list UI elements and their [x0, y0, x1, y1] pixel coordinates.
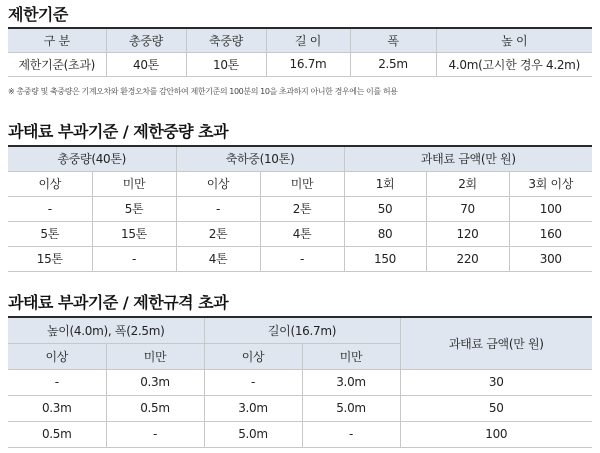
table-cell: 4.0m(고시한 경우 4.2m) — [436, 52, 592, 76]
table-header-row — [8, 28, 592, 52]
table-cell: - — [8, 196, 92, 221]
header-axle-load: 축하중(10톤) — [176, 146, 344, 171]
table-cell: 2톤 — [260, 196, 344, 221]
header-category: 구 분 — [8, 28, 106, 52]
section-title-size-fines: 과태료 부과기준 / 제한규격 초과 — [8, 293, 229, 312]
table-cell: - — [92, 246, 176, 271]
table-subheader-row — [8, 171, 592, 196]
table-cell: 4톤 — [260, 221, 344, 246]
table-cell: 50 — [400, 395, 592, 421]
table-cell: 0.3m — [8, 395, 106, 421]
table-cell: 5.0m — [204, 421, 302, 447]
table-cell: - — [176, 196, 260, 221]
subheader-cell: 이상 — [8, 343, 106, 369]
header-total-weight: 총중량 — [106, 28, 186, 52]
table-row — [8, 221, 592, 246]
table-row — [8, 196, 592, 221]
header-height-width: 높이(4.0m), 폭(2.5m) — [8, 317, 204, 343]
size-fines-table — [8, 316, 592, 448]
tolerance-note: ※ 총중량 및 축중량은 기계오차와 환경오차를 감안하여 제한기준의 100분의 10을 초과하지 아니한 경우에는 이를 허용 — [8, 87, 398, 96]
table-cell: 15톤 — [92, 221, 176, 246]
weight-fines-table — [8, 145, 592, 272]
table-cell: 50 — [344, 196, 426, 221]
table-cell: - — [260, 246, 344, 271]
header-width: 폭 — [350, 28, 436, 52]
table-header-row — [8, 317, 592, 343]
table-cell: 40톤 — [106, 52, 186, 76]
table-cell: 2.5m — [350, 52, 436, 76]
table-cell: 제한기준(초과) — [8, 52, 106, 76]
table-cell: 5톤 — [92, 196, 176, 221]
table-cell: 0.3m — [106, 369, 204, 395]
subheader-cell: 미만 — [260, 171, 344, 196]
table-cell: 0.5m — [8, 421, 106, 447]
section-title-weight-fines: 과태료 부과기준 / 제한중량 초과 — [8, 122, 229, 141]
limits-table — [8, 27, 592, 77]
table-row — [8, 246, 592, 271]
subheader-cell: 미만 — [92, 171, 176, 196]
table-cell: 5.0m — [302, 395, 400, 421]
table-row — [8, 369, 592, 395]
header-fine-amount: 과태료 금액(만 원) — [344, 146, 592, 171]
table-cell: 80 — [344, 221, 426, 246]
table-row — [8, 421, 592, 447]
section-title-limits: 제한기준 — [8, 5, 68, 24]
subheader-cell: 미만 — [302, 343, 400, 369]
table-row — [8, 395, 592, 421]
table-cell: 70 — [426, 196, 509, 221]
table-cell: 15톤 — [8, 246, 92, 271]
table-header-row — [8, 146, 592, 171]
subheader-cell: 1회 — [344, 171, 426, 196]
subheader-cell: 3회 이상 — [509, 171, 592, 196]
subheader-cell: 이상 — [176, 171, 260, 196]
subheader-cell: 이상 — [8, 171, 92, 196]
table-cell: 2톤 — [176, 221, 260, 246]
table-cell: 120 — [426, 221, 509, 246]
header-length: 길이(16.7m) — [204, 317, 400, 343]
table-cell: 150 — [344, 246, 426, 271]
table-cell: 5톤 — [8, 221, 92, 246]
table-cell: 0.5m — [106, 395, 204, 421]
subheader-cell: 이상 — [204, 343, 302, 369]
header-total-weight: 총중량(40톤) — [8, 146, 176, 171]
table-cell: 3.0m — [204, 395, 302, 421]
table-row — [8, 52, 592, 76]
header-height: 높 이 — [436, 28, 592, 52]
table-cell: - — [204, 369, 302, 395]
subheader-cell: 2회 — [426, 171, 509, 196]
table-cell: 4톤 — [176, 246, 260, 271]
table-cell: 16.7m — [266, 52, 350, 76]
table-cell: 3.0m — [302, 369, 400, 395]
table-cell: 220 — [426, 246, 509, 271]
table-cell: 30 — [400, 369, 592, 395]
table-cell: - — [106, 421, 204, 447]
table-cell: 300 — [509, 246, 592, 271]
table-cell: 10톤 — [186, 52, 266, 76]
header-fine-amount: 과태료 금액(만 원) — [400, 317, 592, 369]
table-cell: 160 — [509, 221, 592, 246]
table-cell: 100 — [509, 196, 592, 221]
table-cell: 100 — [400, 421, 592, 447]
header-length: 길 이 — [266, 28, 350, 52]
table-cell: - — [8, 369, 106, 395]
header-axle-weight: 축중량 — [186, 28, 266, 52]
subheader-cell: 미만 — [106, 343, 204, 369]
table-cell: - — [302, 421, 400, 447]
